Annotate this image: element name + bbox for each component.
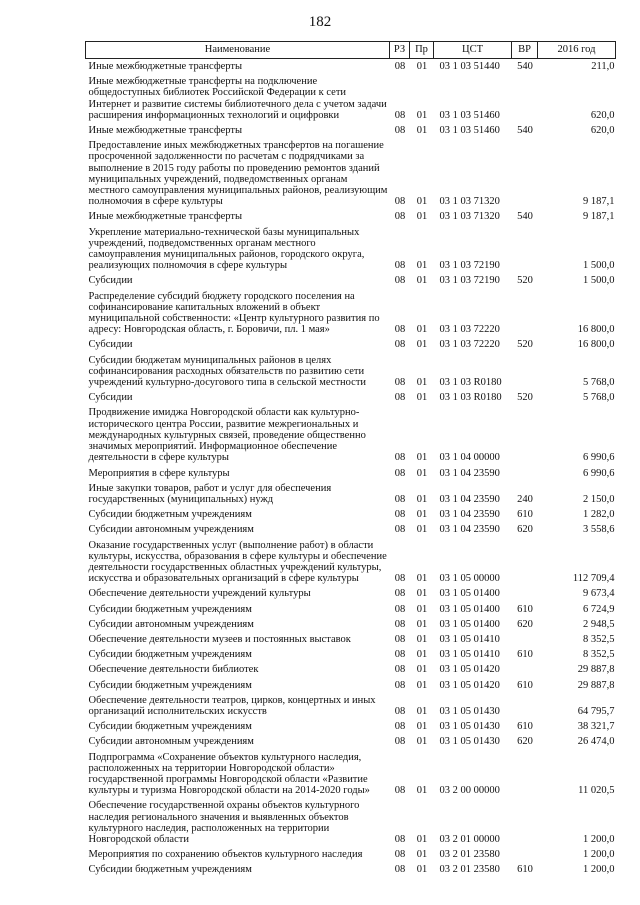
- table-row: [86, 602, 616, 617]
- table-row: [86, 632, 616, 647]
- row-vr: [512, 138, 538, 209]
- row-vr: [512, 847, 538, 862]
- row-pr: 01: [416, 377, 428, 389]
- row-name: Предоставление иных межбюджетных трансфертов на погашение просроченной задолженности по расчетам с подрядчиками за выполнение в 2015 году работы по проведению ремонтов зданий муниципальных учреждений, подведомственных органам местного самоуправления муниципальных районов, реализующим полномочия в сфере культуры: [88, 140, 388, 208]
- table-row: [86, 693, 616, 719]
- row-cst: 03 1 03 72220: [439, 339, 500, 351]
- header-rz: РЗ: [390, 42, 410, 59]
- row-rz: 08: [394, 705, 406, 717]
- row-rz: 08: [394, 260, 406, 272]
- row-cst: 03 1 05 01400: [439, 588, 500, 600]
- row-rz: 08: [394, 339, 406, 351]
- row-amount: 16 800,0: [577, 339, 615, 351]
- table-row: [86, 507, 616, 522]
- row-amount: 1 500,0: [583, 275, 615, 287]
- row-amount: 29 887,8: [577, 664, 615, 676]
- row-cst: 03 1 03 R0180: [439, 392, 502, 404]
- header-pr: Пр: [410, 42, 434, 59]
- row-rz: 08: [394, 125, 406, 137]
- table-row: [86, 734, 616, 749]
- row-cst: 03 1 03 71320: [439, 211, 500, 223]
- table-row: [86, 847, 616, 862]
- row-pr: 01: [416, 452, 428, 464]
- row-name: Субсидии: [88, 275, 133, 287]
- row-name: Субсидии бюджетным учреждениям: [88, 509, 252, 521]
- row-amount: 6 724,9: [583, 603, 615, 615]
- row-name: Субсидии бюджетным учреждениям: [88, 603, 252, 615]
- row-name: Подпрограмма «Сохранение объектов культурного наследия, расположенных на территории Новгородской области» государственной программы Новгородской области «Развитие культуры и туризма Новгородской области на 2014-2020 годы»: [88, 751, 370, 797]
- row-amount: 29 887,8: [577, 679, 615, 691]
- row-name: Распределение субсидий бюджету городского поселения на софинансирование капитальных вложений в объект муниципальной собственности: «Центр культурного развития по адресу: Новгородская область, г. Боровичи, пл. 1 мая»: [88, 290, 380, 336]
- row-amount: 1 200,0: [583, 833, 615, 845]
- row-cst: 03 2 00 00000: [439, 785, 500, 797]
- row-name: Субсидии автономным учреждениям: [88, 524, 254, 536]
- budget-table: [85, 41, 616, 878]
- table-row: [86, 617, 616, 632]
- row-vr: [512, 466, 538, 481]
- row-pr: 01: [416, 109, 428, 121]
- row-pr: 01: [416, 588, 428, 600]
- row-pr: 01: [416, 618, 428, 630]
- row-name: Иные межбюджетные трансферты: [88, 61, 243, 72]
- row-amount: 2 150,0: [583, 493, 615, 505]
- row-vr: [512, 74, 538, 123]
- row-amount: 620,0: [590, 125, 615, 137]
- row-amount: 38 321,7: [577, 721, 615, 733]
- row-pr: 01: [416, 392, 428, 404]
- row-cst: 03 1 03 51460: [439, 125, 500, 137]
- row-vr: 620: [517, 618, 533, 630]
- row-name: Субсидии автономным учреждениям: [88, 618, 254, 630]
- table-row: [86, 719, 616, 734]
- table-row: [86, 209, 616, 224]
- row-cst: 03 2 01 23580: [439, 864, 500, 876]
- table-row: [86, 74, 616, 123]
- row-amount: 6 990,6: [583, 452, 615, 464]
- row-pr: 01: [416, 736, 428, 748]
- row-amount: 211,0: [591, 61, 615, 72]
- row-amount: 3 558,6: [583, 524, 615, 536]
- row-cst: 03 1 03 72190: [439, 260, 500, 272]
- row-vr: 520: [517, 392, 533, 404]
- row-vr: [512, 750, 538, 799]
- row-rz: 08: [394, 493, 406, 505]
- row-name: Субсидии бюджетным учреждениям: [88, 679, 252, 691]
- row-amount: 6 990,6: [583, 467, 615, 479]
- row-vr: 610: [517, 509, 533, 521]
- row-vr: [512, 405, 538, 465]
- row-rz: 08: [394, 664, 406, 676]
- row-pr: 01: [416, 664, 428, 676]
- row-rz: 08: [394, 618, 406, 630]
- row-amount: 1 282,0: [583, 509, 615, 521]
- row-pr: 01: [416, 849, 428, 861]
- row-vr: [512, 225, 538, 274]
- table-row: [86, 273, 616, 288]
- table-row: [86, 862, 616, 877]
- row-rz: 08: [394, 61, 406, 72]
- row-amount: 9 187,1: [583, 196, 615, 208]
- row-vr: [512, 289, 538, 338]
- row-pr: 01: [416, 61, 428, 72]
- row-vr: 620: [517, 736, 533, 748]
- row-rz: 08: [394, 649, 406, 661]
- row-pr: 01: [416, 721, 428, 733]
- row-rz: 08: [394, 633, 406, 645]
- row-cst: 03 1 05 01400: [439, 618, 500, 630]
- row-vr: [512, 538, 538, 587]
- row-pr: 01: [416, 260, 428, 272]
- row-rz: 08: [394, 509, 406, 521]
- row-name: Иные межбюджетные трансферты: [88, 125, 243, 137]
- row-name: Субсидии бюджетным учреждениям: [88, 721, 252, 733]
- row-cst: 03 1 05 01430: [439, 721, 500, 733]
- table-row: [86, 466, 616, 481]
- row-name: Обеспечение государственной охраны объектов культурного наследия регионального значения и выявленных объектов культурного наследия, расположенных на территории Новгородской области: [88, 800, 360, 845]
- row-amount: 64 795,7: [577, 705, 615, 717]
- row-vr: [512, 586, 538, 601]
- table-row: [86, 405, 616, 465]
- table-row: [86, 522, 616, 537]
- row-vr: [512, 353, 538, 391]
- row-cst: 03 1 05 01400: [439, 603, 500, 615]
- row-pr: 01: [416, 833, 428, 845]
- header-vr: ВР: [512, 42, 538, 59]
- row-vr: 540: [517, 125, 533, 137]
- row-cst: 03 1 04 23590: [439, 509, 500, 521]
- row-pr: 01: [416, 324, 428, 336]
- row-name: Мероприятия в сфере культуры: [88, 467, 230, 479]
- row-vr: [512, 632, 538, 647]
- row-cst: 03 1 03 51440: [439, 61, 500, 72]
- table-row: [86, 538, 616, 587]
- row-amount: 1 500,0: [583, 260, 615, 272]
- row-rz: 08: [394, 324, 406, 336]
- row-name: Субсидии: [88, 392, 133, 404]
- table-row: [86, 678, 616, 693]
- row-rz: 08: [394, 849, 406, 861]
- row-name: Иные межбюджетные трансферты: [88, 211, 243, 223]
- row-vr: [512, 798, 538, 847]
- row-name: Мероприятия по сохранению объектов культурного наследия: [88, 849, 363, 861]
- row-name: Обеспечение деятельности библиотек: [88, 664, 259, 676]
- table-row: [86, 750, 616, 799]
- row-rz: 08: [394, 679, 406, 691]
- row-name: Субсидии бюджетам муниципальных районов в целях софинансирования расходных обязательств по развитию сети учреждений культурно-досугового типа в сельской местности: [88, 354, 367, 389]
- row-name: Иные межбюджетные трансферты на подключение общедоступных библиотек Российской Федерации к сети Интернет и развитие системы библиотечного дела с учетом задачи расширения информационных технологий и оцифровки: [88, 76, 387, 121]
- header-year: 2016 год: [538, 42, 616, 59]
- row-cst: 03 1 05 01420: [439, 664, 500, 676]
- row-amount: 8 352,5: [583, 633, 615, 645]
- row-pr: 01: [416, 705, 428, 717]
- row-pr: 01: [416, 864, 428, 876]
- row-vr: [512, 662, 538, 677]
- table-row: [86, 337, 616, 352]
- table-row: [86, 289, 616, 338]
- table-row: [86, 353, 616, 391]
- row-pr: 01: [416, 196, 428, 208]
- row-rz: 08: [394, 833, 406, 845]
- row-pr: 01: [416, 275, 428, 287]
- row-rz: 08: [394, 785, 406, 797]
- row-cst: 03 1 05 01420: [439, 679, 500, 691]
- row-pr: 01: [416, 493, 428, 505]
- row-rz: 08: [394, 524, 406, 536]
- row-pr: 01: [416, 679, 428, 691]
- table-row: [86, 138, 616, 209]
- row-amount: 9 187,1: [583, 211, 615, 223]
- row-pr: 01: [416, 339, 428, 351]
- row-vr: 240: [517, 493, 533, 505]
- row-amount: 5 768,0: [583, 392, 615, 404]
- row-name: Иные закупки товаров, работ и услуг для обеспечения государственных (муниципальных) нужд: [88, 482, 332, 505]
- row-name: Обеспечение деятельности театров, цирков, концертных и иных организаций исполнительских искусств: [88, 694, 376, 717]
- row-vr: 540: [517, 211, 533, 223]
- table-row: [86, 59, 616, 75]
- table-row: [86, 390, 616, 405]
- table-row: [86, 481, 616, 507]
- table-row: [86, 798, 616, 847]
- row-amount: 2 948,5: [583, 618, 615, 630]
- row-cst: 03 1 04 00000: [439, 452, 500, 464]
- row-pr: 01: [416, 649, 428, 661]
- row-cst: 03 1 05 00000: [439, 573, 500, 585]
- row-vr: 610: [517, 721, 533, 733]
- table-row: [86, 647, 616, 662]
- row-amount: 11 020,5: [578, 785, 615, 797]
- row-pr: 01: [416, 603, 428, 615]
- row-name: Обеспечение деятельности музеев и постоянных выставок: [88, 633, 351, 645]
- header-row: [86, 42, 616, 59]
- row-pr: 01: [416, 524, 428, 536]
- row-cst: 03 1 03 71320: [439, 196, 500, 208]
- row-pr: 01: [416, 125, 428, 137]
- row-name: Укрепление материально-технической базы муниципальных учреждений, подведомственных органам местного самоуправления муниципальных районов, городского округа, реализующих полномочия в сфере культуры: [88, 226, 365, 272]
- row-pr: 01: [416, 211, 428, 223]
- row-cst: 03 1 03 51460: [439, 109, 500, 121]
- row-cst: 03 1 04 23590: [439, 493, 500, 505]
- row-vr: 520: [517, 339, 533, 351]
- row-vr: 610: [517, 649, 533, 661]
- row-rz: 08: [394, 377, 406, 389]
- row-cst: 03 2 01 23580: [439, 849, 500, 861]
- table-header: [86, 42, 616, 59]
- row-amount: 26 474,0: [577, 736, 615, 748]
- row-cst: 03 1 03 72190: [439, 275, 500, 287]
- row-name: Субсидии бюджетным учреждениям: [88, 864, 252, 876]
- row-vr: 610: [517, 603, 533, 615]
- table-row: [86, 225, 616, 274]
- row-name: Субсидии: [88, 339, 133, 351]
- row-pr: 01: [416, 785, 428, 797]
- row-cst: 03 1 05 01430: [439, 736, 500, 748]
- row-amount: 1 200,0: [583, 849, 615, 861]
- row-amount: 1 200,0: [583, 864, 615, 876]
- row-cst: 03 1 03 72220: [439, 324, 500, 336]
- row-rz: 08: [394, 275, 406, 287]
- row-cst: 03 1 05 01430: [439, 705, 500, 717]
- row-vr: 520: [517, 275, 533, 287]
- table-row: [86, 662, 616, 677]
- row-cst: 03 1 03 R0180: [439, 377, 502, 389]
- row-cst: 03 1 04 23590: [439, 467, 500, 479]
- row-rz: 08: [394, 573, 406, 585]
- row-rz: 08: [394, 721, 406, 733]
- row-amount: 5 768,0: [583, 377, 615, 389]
- row-cst: 03 1 04 23590: [439, 524, 500, 536]
- row-name: Обеспечение деятельности учреждений культуры: [88, 588, 311, 600]
- row-vr: 540: [517, 61, 533, 72]
- row-rz: 08: [394, 864, 406, 876]
- row-pr: 01: [416, 633, 428, 645]
- row-vr: 620: [517, 524, 533, 536]
- row-rz: 08: [394, 211, 406, 223]
- row-amount: 16 800,0: [577, 324, 615, 336]
- row-name: Субсидии бюджетным учреждениям: [88, 649, 252, 661]
- row-vr: 610: [517, 864, 533, 876]
- table-body: [86, 59, 616, 878]
- row-amount: 112 709,4: [572, 573, 615, 585]
- row-rz: 08: [394, 603, 406, 615]
- row-rz: 08: [394, 467, 406, 479]
- row-amount: 8 352,5: [583, 649, 615, 661]
- row-pr: 01: [416, 509, 428, 521]
- row-rz: 08: [394, 392, 406, 404]
- row-amount: 620,0: [590, 109, 615, 121]
- row-pr: 01: [416, 573, 428, 585]
- row-rz: 08: [394, 196, 406, 208]
- row-vr: [512, 693, 538, 719]
- header-cst: ЦСТ: [434, 42, 512, 59]
- row-name: Субсидии автономным учреждениям: [88, 736, 254, 748]
- row-pr: 01: [416, 467, 428, 479]
- row-name: Продвижение имиджа Новгородской области как культурно-исторического центра России, развитие межрегиональных и международных культурных связей, проведение общественно значимых мероприятий. Информационное обеспечение деятельности в сфере культуры: [88, 407, 366, 464]
- row-rz: 08: [394, 588, 406, 600]
- row-cst: 03 1 05 01410: [439, 649, 500, 661]
- row-cst: 03 1 05 01410: [439, 633, 500, 645]
- table-row: [86, 123, 616, 138]
- row-amount: 9 673,4: [583, 588, 615, 600]
- row-rz: 08: [394, 736, 406, 748]
- row-name: Оказание государственных услуг (выполнение работ) в области культуры, искусства, образования в сфере культуры и обеспечение деятельности государственных областных учреждений культуры, искусства и образовательных организаций в сфере культуры: [88, 539, 387, 585]
- row-vr: 610: [517, 679, 533, 691]
- row-rz: 08: [394, 452, 406, 464]
- row-cst: 03 2 01 00000: [439, 833, 500, 845]
- header-name: Наименование: [86, 42, 390, 59]
- page-number: 182: [308, 14, 332, 30]
- row-rz: 08: [394, 109, 406, 121]
- table-row: [86, 586, 616, 601]
